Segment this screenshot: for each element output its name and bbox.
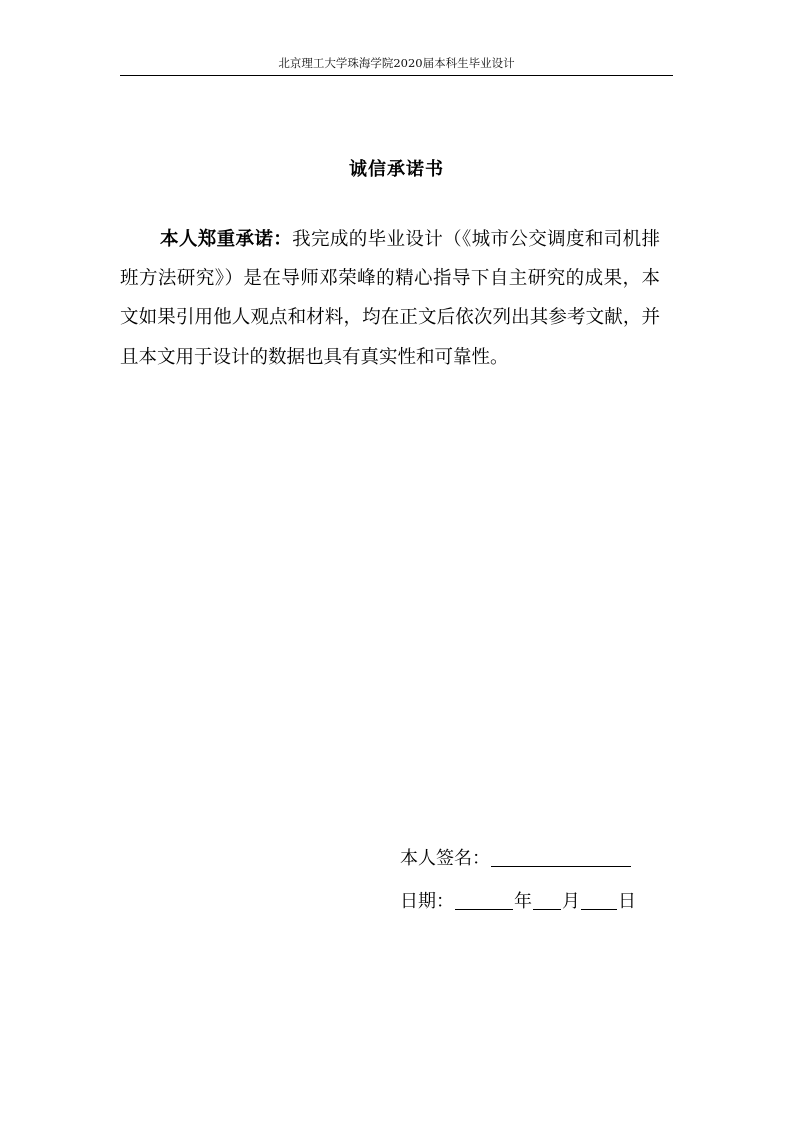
signature-block [400,846,636,913]
date-row [400,889,636,913]
day-label: 日 [618,891,636,912]
statement-body: 我完成的毕业设计（《城市公交调度和司机排班方法研究》）是在导师邓荣峰的精心指导下自主研究的成果，本文如果引用他人观点和材料，均在正文后依次列出其参考文献，并且本文用于设计的数据也具有真实性和可靠性。 [120,229,660,368]
signature-blank [491,846,631,867]
page-header: 北京理工大学珠海学院2020届本科生毕业设计 [278,56,515,70]
document-title: 诚信承诺书 [349,159,444,180]
date-label: 日期： [400,891,454,912]
signature-row [400,846,636,870]
header-divider [120,75,673,76]
statement-lead: 本人郑重承诺： [160,229,293,250]
statement-paragraph [120,220,660,377]
month-label: 月 [562,891,580,912]
year-blank [455,889,513,910]
month-blank [533,889,561,910]
day-blank [581,889,617,910]
year-label: 年 [514,891,532,912]
signature-label: 本人签名： [400,848,490,869]
